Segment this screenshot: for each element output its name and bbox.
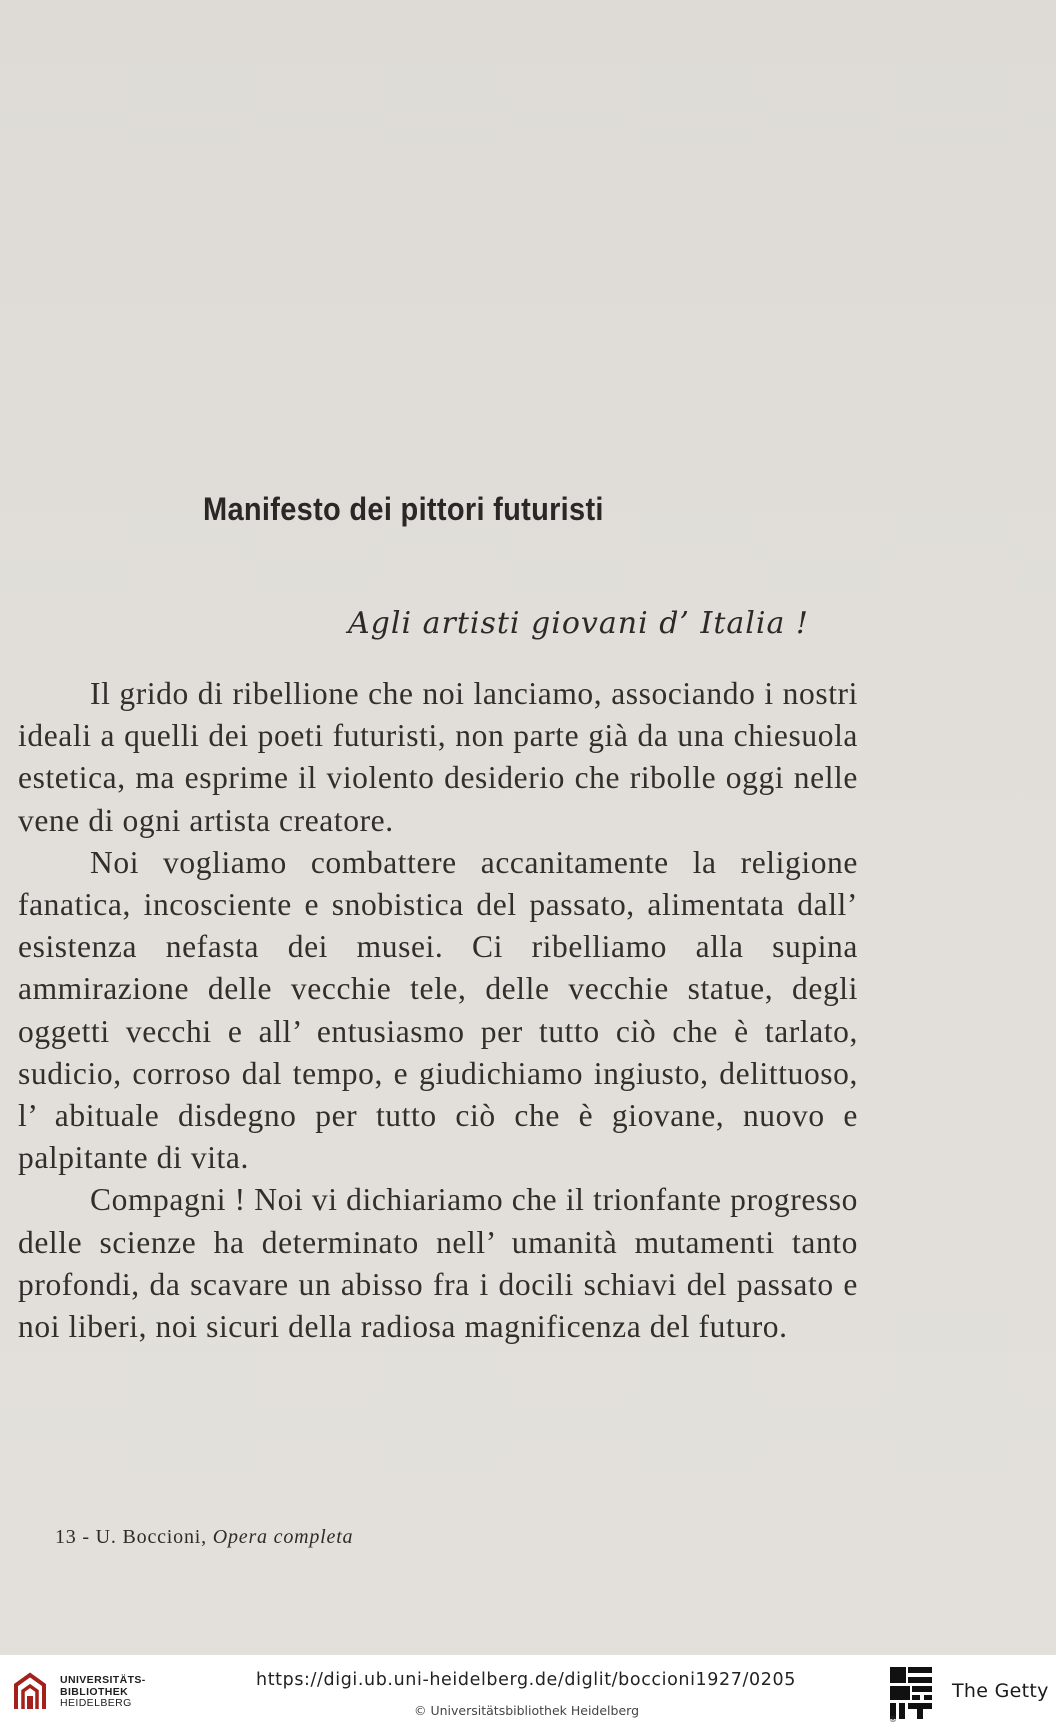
footer-note-italic: Opera completa	[212, 1526, 354, 1548]
registered-mark: ®	[889, 1715, 897, 1724]
body-text	[18, 673, 858, 1348]
library-name-line: HEIDELBERG	[60, 1697, 132, 1709]
heidelberg-library-logo-icon[interactable]	[12, 1669, 48, 1715]
paragraph: Il grido di ribellione che noi lanciamo, associando i nostri ideali a quelli dei poeti futuristi, non parte già da una chiesuola estetica, ma esprime il violento desiderio che ribolle oggi nelle vene di ogni artista creatore.	[18, 676, 858, 838]
page-title: Manifesto dei pittori futuristi	[203, 492, 604, 528]
partner-name[interactable]: The Getty	[952, 1680, 1049, 1702]
footer-note-prefix: 13 - U. Boccioni,	[55, 1526, 207, 1548]
viewer-footer-bar	[0, 1655, 1056, 1732]
library-name[interactable]	[60, 1675, 146, 1710]
footer-signature	[55, 1526, 353, 1549]
dedication: Agli artisti giovani d’ Italia !	[348, 606, 809, 641]
paragraph: Compagni ! Noi vi dichiariamo che il trionfante progresso delle scienze ha determinato nell’ umanità mutamenti tanto profondi, da scavare un abisso fra i docili schiavi del passato e noi liberi, noi sicuri della radiosa magnificenza del futuro.	[18, 1182, 858, 1345]
copyright-notice: © Universitätsbibliothek Heidelberg	[414, 1703, 640, 1718]
permalink-url[interactable]: https://digi.ub.uni-heidelberg.de/diglit/boccioni1927/0205	[256, 1670, 796, 1690]
library-name-line: BIBLIOTHEK	[60, 1685, 129, 1698]
paragraph: Noi vogliamo combattere accanitamente la religione fanatica, incosciente e snobistica del passato, alimentata dall’ esistenza nefasta dei musei. Ci ribelliamo alla supina ammirazione delle vecchie tele, delle vecchie statue, degli oggetti vecchi e all’ entusiasmo per tutto ciò che è tarlato, sudicio, corroso dal tempo, e giudichiamo ingiusto, delittuoso, l’ abituale disdegno per tutto ciò che è giovane, nuovo e palpitante di vita.	[18, 844, 858, 1176]
library-name-line: UNIVERSITÄTS-	[60, 1674, 146, 1686]
getty-logo-icon[interactable]	[888, 1665, 934, 1721]
